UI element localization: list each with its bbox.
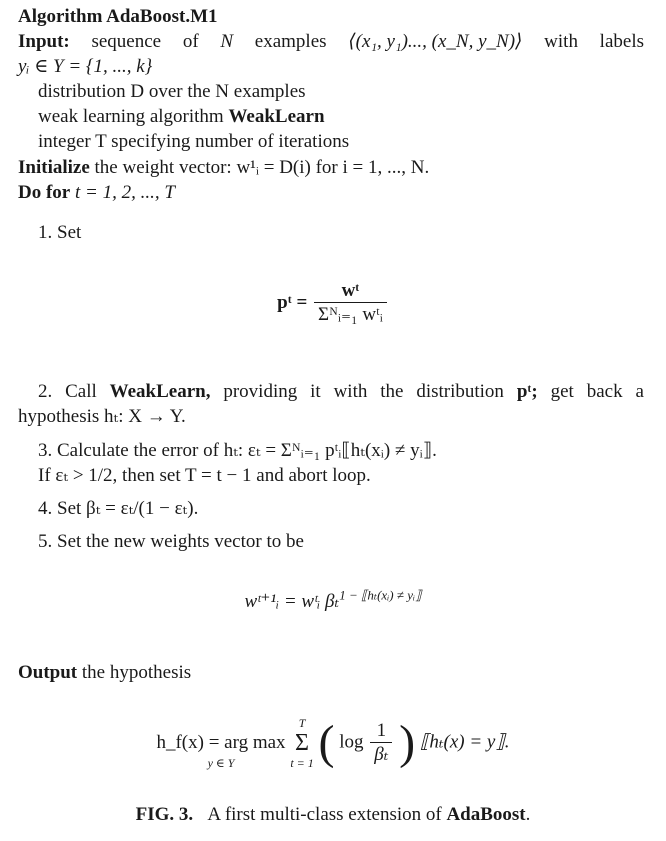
step-2-word: pᵗ; <box>516 381 538 402</box>
input-word: ⟨(x₁, y₁)..., (x_N, y_N)⟩ <box>348 31 523 52</box>
output-label: Output <box>18 662 78 683</box>
distribution-line: distribution D over the N examples <box>38 81 306 102</box>
step-2-word: it <box>310 381 321 402</box>
input-word: with <box>544 31 578 52</box>
right-paren: ) <box>399 716 416 769</box>
step-2 <box>38 379 644 404</box>
do-for-label: Do for <box>18 182 71 203</box>
step-2-continuation: hypothesis hₜ: X → Y. <box>18 406 186 427</box>
output-formula <box>0 716 666 770</box>
step-5-formula <box>0 589 666 614</box>
weak-learner-line <box>38 104 325 129</box>
step-1-denominator: Σᴺᵢ₌₁ wᵗᵢ <box>314 302 387 327</box>
left-paren: ( <box>318 716 335 769</box>
step-5-formula-exponent: 1 − ⟦hₜ(xᵢ) ≠ yᵢ⟧ <box>339 587 422 603</box>
step-2-word: get <box>550 381 574 402</box>
step-2-word: with <box>333 381 368 402</box>
output-line <box>18 660 191 685</box>
caption-end: . <box>525 804 531 825</box>
input-word: labels <box>599 31 644 52</box>
step-5: 5. Set the new weights vector to be <box>38 531 304 552</box>
indicator-term: ⟦hₜ(x) = y⟧. <box>419 731 510 753</box>
figure-caption <box>0 802 666 827</box>
labels-continuation: yᵢ ∈ Y = {1, ..., k} <box>18 56 153 77</box>
step-2-word: the <box>380 381 404 402</box>
sum-upper-limit: T <box>298 716 306 730</box>
step-3: 3. Calculate the error of hₜ: εₜ = Σᴺᵢ₌₁ pᵗᵢ⟦hₜ(xᵢ) ≠ yᵢ⟧. <box>38 440 437 461</box>
initialize-label: Initialize <box>18 157 90 178</box>
algorithm-title: Algorithm AdaBoost.M1 <box>18 6 218 27</box>
step-1: 1. Set <box>38 222 82 243</box>
step-3-continuation: If εₜ > 1/2, then set T = t − 1 and abort loop. <box>38 465 371 486</box>
caption-text: A first multi-class extension of <box>207 804 447 825</box>
step-1-formula-lhs: pᵗ = <box>277 291 308 313</box>
step-2-word: WeakLearn, <box>109 381 211 402</box>
argmax-subscript: y ∈ Y <box>207 756 235 770</box>
sum-block <box>290 716 313 770</box>
log-denominator: βₜ <box>370 742 392 767</box>
argmax-block <box>156 716 285 770</box>
weak-learner-prefix: weak learning algorithm <box>38 106 229 127</box>
log-numerator: 1 <box>376 719 387 741</box>
initialize-text: the weight vector: w¹ᵢ = D(i) for i = 1, ..., N. <box>89 157 430 178</box>
sum-lower-limit: t = 1 <box>290 756 314 770</box>
initialize-line <box>18 155 429 180</box>
step-2-word: Call <box>65 381 97 402</box>
weak-learner-name: WeakLearn <box>228 106 325 127</box>
caption-name: AdaBoost <box>446 804 526 825</box>
step-2-word: providing <box>223 381 298 402</box>
do-for-line <box>18 180 175 205</box>
input-word: of <box>182 31 199 52</box>
argmax-lhs: h_f(x) = arg max <box>156 732 286 753</box>
step-1-numerator: wᵗ <box>341 280 360 301</box>
sum-symbol: Σ <box>295 730 310 756</box>
step-2-word: distribution <box>416 381 504 402</box>
input-line <box>18 29 644 54</box>
input-label: Input: <box>18 31 70 52</box>
step-2-word: a <box>635 381 644 402</box>
input-word: sequence <box>91 31 162 52</box>
input-word: examples <box>254 31 327 52</box>
log-word: log <box>339 731 364 753</box>
iterations-line: integer T specifying number of iterations <box>38 131 350 152</box>
log-fraction <box>370 720 392 767</box>
input-word: N <box>220 31 234 52</box>
caption-label: FIG. 3. <box>135 804 194 825</box>
do-for-text: t = 1, 2, ..., T <box>70 182 175 203</box>
output-text: the hypothesis <box>77 662 192 683</box>
step-1-fraction <box>314 280 387 327</box>
step-4: 4. Set βₜ = εₜ/(1 − εₜ). <box>38 498 199 519</box>
step-2-word: 2. <box>38 381 53 402</box>
step-5-formula-lhs: wᵗ⁺¹ᵢ = wᵗᵢ βₜ <box>244 591 340 612</box>
step-1-formula <box>0 280 666 327</box>
step-2-word: back <box>586 381 623 402</box>
